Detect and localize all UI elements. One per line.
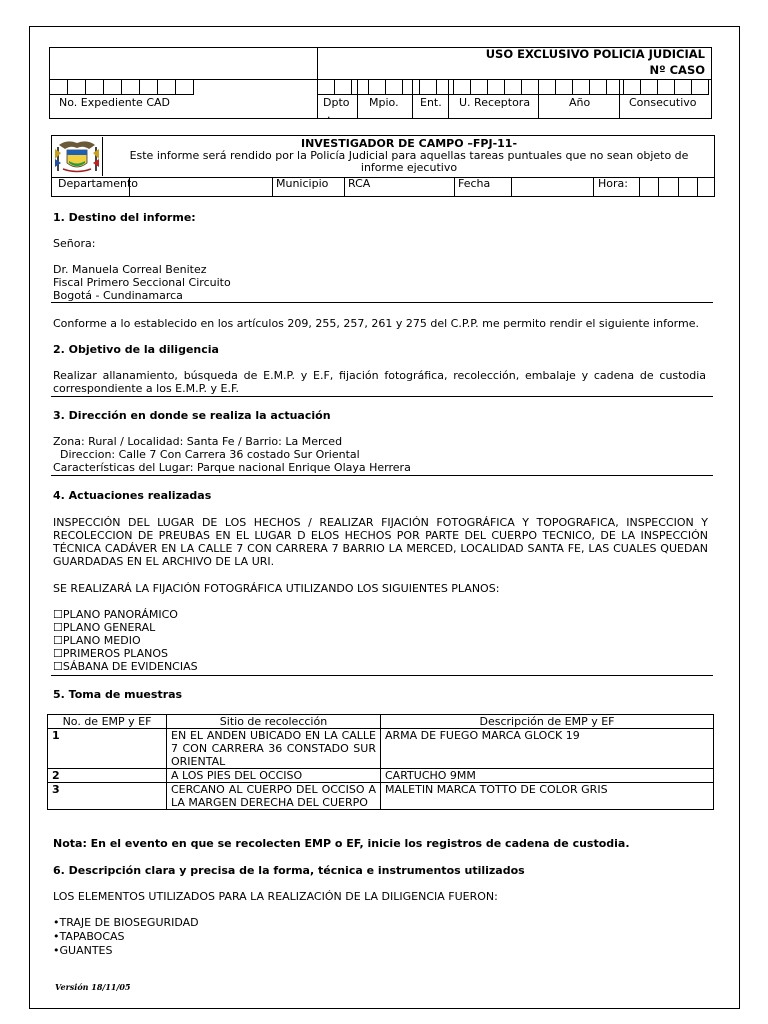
table-row: 2 A LOS PIES DEL OCCISO CARTUCHO 9MM bbox=[48, 769, 714, 783]
objetivo-text: Realizar allanamiento, búsqueda de E.M.P. y E.F, fijación fotográfica, recolección, embalaje y cadena de custodia correspondiente a los E.M.P. y E.F. bbox=[53, 369, 706, 395]
fecha-label: Fecha bbox=[458, 177, 491, 190]
mpio-label: Mpio. bbox=[369, 96, 399, 109]
table-row: 3 CERCANO AL CUERPO DEL OCCISO A LA MARGEN DERECHA DEL CUERPO MALETIN MARCA TOTTO DE COLOR GRIS bbox=[48, 783, 714, 810]
plano-item: ☐PLANO MEDIO bbox=[53, 634, 141, 647]
section-2-heading: 2. Objetivo de la diligencia bbox=[53, 343, 219, 356]
form-subtitle: Este informe será rendido por la Policía Judicial para aquellas tareas puntuales que no sean objeto de informe ejecutivo bbox=[129, 149, 689, 174]
plano-item: ☐PLANO GENERAL bbox=[53, 621, 156, 634]
column-header: Sitio de recolección bbox=[167, 715, 381, 729]
section-1-heading: 1. Destino del informe: bbox=[53, 211, 196, 224]
dpto-mpio-cells[interactable] bbox=[318, 79, 709, 95]
rca-label: RCA bbox=[348, 177, 371, 190]
table-header-row bbox=[48, 715, 714, 729]
actuaciones-text: INSPECCIÓN DEL LUGAR DE LOS HECHOS / REALIZAR FIJACIÓN FOTOGRÁFICA Y TOPOGRAFICA, INSPECCION Y RECOLECCION DE PREUBAS EN EL LUGAR D ELOS HECHOS POR PARTE DEL CUERPO TECNICO, DE LA INSPECCIÓN TÉCNICA CADÁVER EN LA CALLE 7 CON CARRERA 7 BARRIO LA MERCED, LOCALIDAD SANTA FE, LAS CUALES QUEDAN GUARDADAS EN EL ARCHIVO DE LA URI. bbox=[53, 516, 708, 568]
plano-item: ☐SÁBANA DE EVIDENCIAS bbox=[53, 660, 198, 673]
section-6-heading: 6. Descripción clara y precisa de la forma, técnica e instrumentos utilizados bbox=[53, 864, 525, 877]
column-header: Descripción de EMP y EF bbox=[381, 715, 714, 729]
section-5-heading: 5. Toma de muestras bbox=[53, 688, 183, 701]
section-4-heading: 4. Actuaciones realizadas bbox=[53, 489, 212, 502]
caso-number-label: Nº CASO bbox=[649, 63, 705, 77]
hora-label: Hora: bbox=[598, 177, 628, 190]
muestras-table bbox=[47, 714, 714, 810]
plano-item: ☐PLANO PANORÁMICO bbox=[53, 608, 178, 621]
direccion-text: Direccion: Calle 7 Con Carrera 36 costado Sur Oriental bbox=[53, 448, 360, 461]
table-row: 1 EN EL ANDEN UBICADO EN LA CALLE 7 CON CARRERA 36 CONSTADO SUR ORIENTAL ARMA DE FUEGO MARCA GLOCK 19 bbox=[48, 729, 714, 769]
expediente-label: No. Expediente CAD bbox=[59, 96, 170, 109]
receptora-label: U. Receptora bbox=[459, 96, 531, 109]
elemento-item: •GUANTES bbox=[53, 944, 113, 957]
recipient-name: Dr. Manuela Correal Benitez bbox=[53, 263, 207, 276]
departamento-label: Departamento bbox=[58, 177, 139, 190]
consecutivo-label: Consecutivo bbox=[629, 96, 697, 109]
elemento-item: •TRAJE DE BIOSEGURIDAD bbox=[53, 916, 199, 929]
plano-item: ☐PRIMEROS PLANOS bbox=[53, 647, 169, 660]
anio-label: Año bbox=[569, 96, 591, 109]
form-title-box bbox=[51, 135, 715, 197]
zona-text: Zona: Rural / Localidad: Santa Fe / Barrio: La Merced bbox=[53, 435, 343, 448]
elemento-item: •TAPABOCAS bbox=[53, 930, 125, 943]
column-header: No. de EMP y EF bbox=[48, 715, 167, 729]
section-3-heading: 3. Dirección en donde se realiza la actuación bbox=[53, 409, 331, 422]
nota-text: Nota: En el evento en que se recolecten EMP o EF, inicie los registros de cadena de custodia. bbox=[53, 837, 630, 850]
recipient-role: Fiscal Primero Seccional Circuito bbox=[53, 276, 231, 289]
uso-exclusivo-label: USO EXCLUSIVO POLICIA JUDICIAL bbox=[485, 47, 705, 61]
colombia-coat-of-arms-icon bbox=[53, 137, 103, 176]
ent-label: Ent. bbox=[420, 96, 442, 109]
conforme-text: Conforme a lo establecido en los artículos 209, 255, 257, 261 y 275 del C.P.P. me permito rendir el siguiente informe. bbox=[53, 317, 699, 330]
recipient-place: Bogotá - Cundinamarca bbox=[53, 289, 183, 302]
municipio-label: Municipio bbox=[276, 177, 329, 190]
case-header: USO EXCLUSIVO POLICIA JUDICIAL Nº CASO No. Expediente CAD Dpto . Mpio. Ent. U. Receptora Año Consecutivo bbox=[49, 47, 712, 119]
elementos-intro: LOS ELEMENTOS UTILIZADOS PARA LA REALIZACIÓN DE LA DILIGENCIA FUERON: bbox=[53, 890, 498, 903]
version-label: Versión 18/11/05 bbox=[55, 982, 131, 992]
dpto-label: Dpto bbox=[323, 96, 350, 109]
form-title: INVESTIGADOR DE CAMPO –FPJ-11- bbox=[300, 137, 518, 150]
planos-intro: SE REALIZARÁ LA FIJACIÓN FOTOGRÁFICA UTILIZANDO LOS SIGUIENTES PLANOS: bbox=[53, 582, 500, 595]
greeting: Señora: bbox=[53, 237, 96, 250]
expediente-cells[interactable] bbox=[50, 79, 194, 95]
caracteristicas-text: Características del Lugar: Parque nacional Enrique Olaya Herrera bbox=[53, 461, 411, 474]
